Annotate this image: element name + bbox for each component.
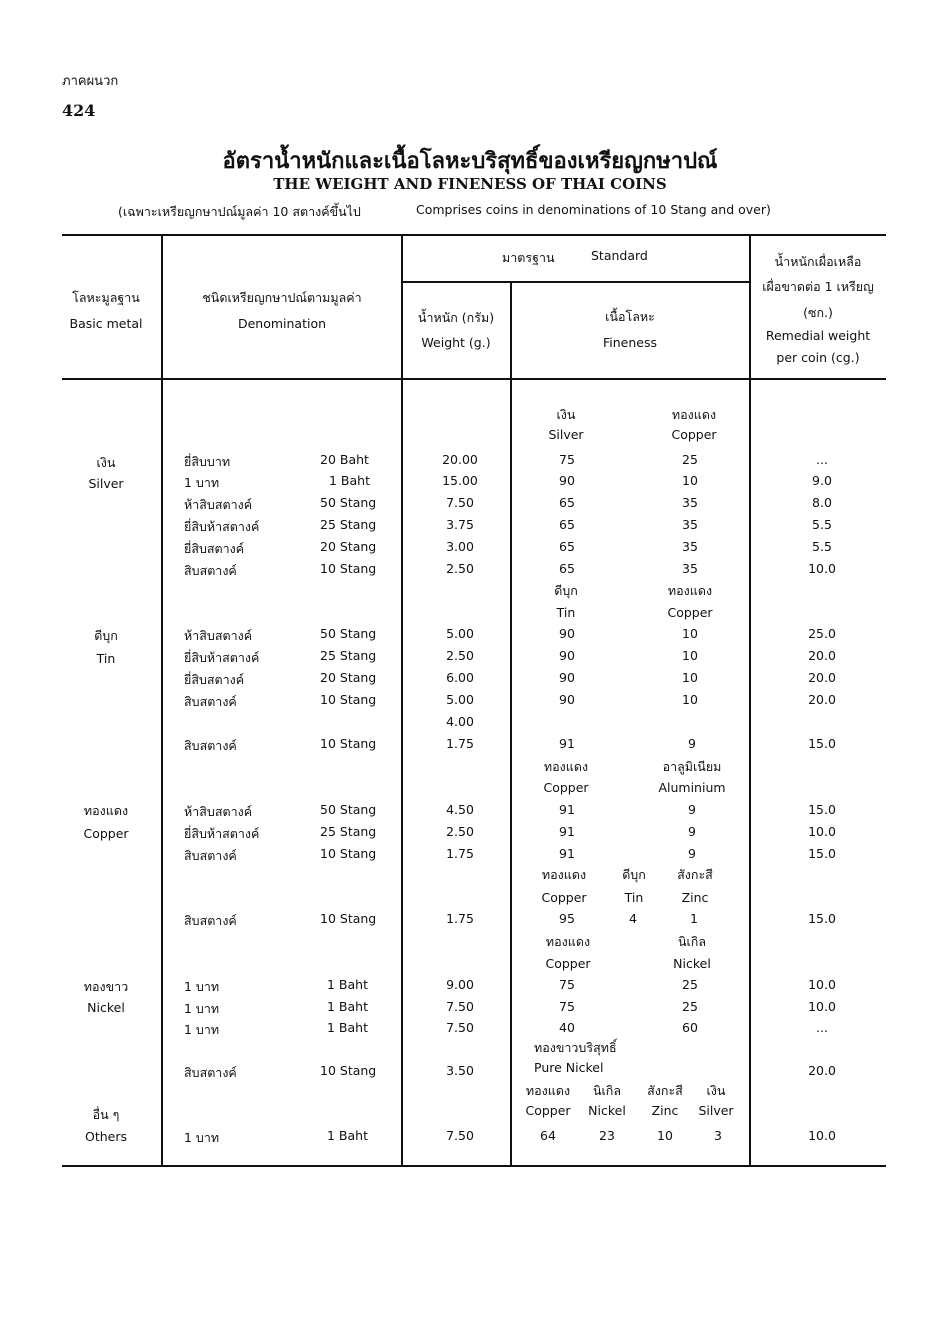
coin-denomination: 20 Baht	[320, 452, 369, 467]
fineness-value: 25	[682, 977, 698, 992]
remedial-weight: 15.0	[808, 911, 836, 926]
remedial-weight: 15.0	[808, 846, 836, 861]
coin-weight: 20.00	[442, 452, 478, 467]
coin-denomination: 10 Stang	[320, 692, 377, 707]
coin-weight: 3.75	[446, 517, 474, 532]
fineness-value: 10	[657, 1128, 673, 1143]
coin-weight: 1.75	[446, 736, 474, 751]
coin-weight: 3.50	[446, 1063, 474, 1078]
fineness-value: 90	[559, 626, 575, 641]
coin-name-thai: 1 บาท	[184, 475, 220, 490]
coin-weight: 9.00	[446, 977, 474, 992]
coin-name-thai: สิบสตางค์	[184, 563, 237, 578]
fineness-header-4-a-en: Copper	[541, 890, 587, 905]
standard-rule	[402, 281, 749, 283]
fineness-header-7-b-thai: นิเกิล	[592, 1083, 622, 1098]
group-nickel-thai: ทองขาว	[83, 979, 129, 994]
coin-denomination: 1 Baht	[327, 1020, 368, 1035]
fineness-value: 35	[682, 517, 698, 532]
fineness-header-2-b-thai: ทองแดง	[667, 583, 713, 598]
fineness-header-3-a-en: Copper	[543, 780, 589, 795]
header-fineness-thai: เนื้อโลหะ	[605, 309, 655, 324]
remedial-weight: 8.0	[812, 495, 832, 510]
note-english: Comprises coins in denominations of 10 Stang and over)	[416, 202, 771, 217]
coin-name-thai: ห้าสิบสตางค์	[184, 497, 253, 512]
fineness-value: 64	[540, 1128, 556, 1143]
coin-name-thai: ยี่สิบห้าสตางค์	[184, 650, 260, 665]
coin-weight: 3.00	[446, 539, 474, 554]
page-number: 424	[62, 101, 96, 120]
remedial-weight: 9.0	[812, 473, 832, 488]
coin-weight: 4.50	[446, 802, 474, 817]
coin-name-thai: สิบสตางค์	[184, 694, 237, 709]
coin-weight: 7.50	[446, 495, 474, 510]
coin-name-thai: ห้าสิบสตางค์	[184, 804, 253, 819]
coin-denomination: 10 Stang	[320, 1063, 377, 1078]
coin-name-thai: ยี่สิบห้าสตางค์	[184, 519, 260, 534]
header-remedial-en-1: Remedial weight	[765, 328, 871, 343]
fineness-header-1-b-thai: ทองแดง	[671, 407, 717, 422]
remedial-weight: 15.0	[808, 802, 836, 817]
col-divider-2	[401, 236, 403, 1165]
fineness-value: 65	[559, 561, 575, 576]
fineness-header-2-a-en: Tin	[556, 605, 576, 620]
coin-denomination: 50 Stang	[320, 495, 377, 510]
coin-name-thai: ห้าสิบสตางค์	[184, 628, 253, 643]
fineness-value: 10	[682, 626, 698, 641]
section-label: ภาคผนวก	[62, 74, 119, 89]
group-tin-en: Tin	[96, 651, 116, 666]
group-nickel-en: Nickel	[87, 1000, 125, 1015]
coin-denomination: 10 Stang	[320, 846, 377, 861]
fineness-value: 91	[559, 736, 575, 751]
fineness-header-7-c-en: Zinc	[651, 1103, 679, 1118]
fineness-value: 91	[559, 802, 575, 817]
coin-name-thai: สิบสตางค์	[184, 848, 237, 863]
fineness-value: 75	[559, 977, 575, 992]
col-divider-4	[749, 236, 751, 1165]
fineness-value: 90	[559, 473, 575, 488]
coin-weight: 1.75	[446, 846, 474, 861]
fineness-value: 9	[688, 846, 696, 861]
fineness-header-5-b-en: Nickel	[673, 956, 711, 971]
header-metal-thai: โลหะมูลฐาน	[72, 290, 140, 305]
fineness-header-3-b-thai: อาลูมิเนียม	[662, 759, 722, 774]
coin-name-thai: 1 บาท	[184, 1130, 220, 1145]
fineness-value: 10	[682, 692, 698, 707]
fineness-value: 90	[559, 692, 575, 707]
header-denom-thai: ชนิดเหรียญกษาปณ์ตามมูลค่า	[202, 290, 362, 305]
group-others-en: Others	[84, 1129, 128, 1144]
fineness-header-5-a-thai: ทองแดง	[545, 934, 591, 949]
fineness-value: 25	[682, 999, 698, 1014]
fineness-value: 35	[682, 539, 698, 554]
fineness-header-3-a-thai: ทองแดง	[543, 759, 589, 774]
group-others-thai: อื่น ๆ	[92, 1107, 120, 1122]
fineness-value: 4	[629, 911, 637, 926]
header-bottom-rule	[62, 378, 886, 380]
coin-denomination: 50 Stang	[320, 626, 377, 641]
fineness-header-7-d-thai: เงิน	[706, 1083, 726, 1098]
fineness-header-1-b-en: Copper	[671, 427, 717, 442]
coin-weight: 4.00	[446, 714, 474, 729]
fineness-header-4-c-thai: สังกะสี	[677, 867, 713, 882]
fineness-value: 91	[559, 824, 575, 839]
coin-denomination: 20 Stang	[320, 539, 377, 554]
fineness-header-4-a-thai: ทองแดง	[541, 867, 587, 882]
header-standard-thai: มาตรฐาน	[502, 250, 555, 265]
fineness-value: 90	[559, 670, 575, 685]
coin-denomination: 10 Stang	[320, 736, 377, 751]
remedial-weight: 10.0	[808, 999, 836, 1014]
coin-weight: 1.75	[446, 911, 474, 926]
fineness-header-6-a-en: Pure Nickel	[534, 1060, 604, 1075]
fineness-value: 35	[682, 561, 698, 576]
coin-weight: 5.00	[446, 626, 474, 641]
coin-denomination: 1 Baht	[329, 473, 370, 488]
fineness-value: 10	[682, 473, 698, 488]
col-divider-3	[510, 282, 512, 1165]
remedial-weight: ...	[816, 452, 828, 467]
coin-weight: 2.50	[446, 824, 474, 839]
fineness-header-6-a-thai: ทองขาวบริสุทธิ์	[534, 1040, 617, 1055]
group-copper-en: Copper	[83, 826, 129, 841]
fineness-header-1-a-thai: เงิน	[556, 407, 576, 422]
coin-denomination: 25 Stang	[320, 824, 377, 839]
remedial-weight: 20.0	[808, 648, 836, 663]
coin-name-thai: 1 บาท	[184, 1022, 220, 1037]
coin-weight: 7.50	[446, 1128, 474, 1143]
remedial-weight: 20.0	[808, 670, 836, 685]
coin-name-thai: สิบสตางค์	[184, 1065, 237, 1080]
remedial-weight: 10.0	[808, 1128, 836, 1143]
header-remedial-en-2: per coin (cg.)	[776, 350, 860, 365]
header-remedial-thai-1: น้ำหนักเผื่อเหลือ	[774, 254, 862, 269]
coin-weight: 2.50	[446, 648, 474, 663]
fineness-value: 75	[559, 999, 575, 1014]
fineness-header-5-a-en: Copper	[545, 956, 591, 971]
fineness-header-7-a-thai: ทองแดง	[525, 1083, 571, 1098]
fineness-header-7-c-thai: สังกะสี	[647, 1083, 683, 1098]
fineness-header-4-b-thai: ดีบุก	[622, 867, 646, 882]
coin-name-thai: 1 บาท	[184, 1001, 220, 1016]
header-remedial-thai-2: เผื่อขาดต่อ 1 เหรียญ	[762, 279, 874, 294]
coin-name-thai: ยี่สิบบาท	[184, 454, 231, 469]
coin-weight: 7.50	[446, 999, 474, 1014]
remedial-weight: 20.0	[808, 1063, 836, 1078]
fineness-value: 25	[682, 452, 698, 467]
fineness-value: 9	[688, 736, 696, 751]
fineness-value: 9	[688, 824, 696, 839]
fineness-header-1-a-en: Silver	[548, 427, 584, 442]
fineness-value: 23	[599, 1128, 615, 1143]
group-silver-en: Silver	[88, 476, 124, 491]
header-weight-en: Weight (g.)	[421, 335, 491, 350]
group-silver-thai: เงิน	[96, 455, 116, 470]
header-remedial-thai-3: (ซก.)	[803, 305, 833, 320]
fineness-header-2-b-en: Copper	[667, 605, 713, 620]
title-thai: อัตราน้ำหนักและเนื้อโลหะบริสุทธิ์ของเหรียญกษาปณ์	[222, 148, 718, 174]
fineness-value: 10	[682, 648, 698, 663]
col-divider-1	[161, 236, 163, 1165]
fineness-value: 9	[688, 802, 696, 817]
remedial-weight: 5.5	[812, 517, 832, 532]
remedial-weight: ...	[816, 1020, 828, 1035]
coin-denomination: 1 Baht	[327, 977, 368, 992]
remedial-weight: 20.0	[808, 692, 836, 707]
fineness-value: 40	[559, 1020, 575, 1035]
fineness-value: 65	[559, 539, 575, 554]
title-english: THE WEIGHT AND FINENESS OF THAI COINS	[273, 175, 667, 193]
coin-name-thai: สิบสตางค์	[184, 738, 237, 753]
fineness-value: 1	[690, 911, 698, 926]
fineness-header-7-b-en: Nickel	[588, 1103, 626, 1118]
coin-weight: 2.50	[446, 561, 474, 576]
fineness-header-2-a-thai: ดีบุก	[554, 583, 578, 598]
table-top-rule	[62, 234, 886, 236]
fineness-value: 60	[682, 1020, 698, 1035]
table-bottom-rule	[62, 1165, 886, 1167]
coin-denomination: 10 Stang	[320, 911, 377, 926]
header-denom-en: Denomination	[237, 316, 327, 331]
fineness-value: 65	[559, 495, 575, 510]
fineness-value: 3	[714, 1128, 722, 1143]
coin-weight: 6.00	[446, 670, 474, 685]
remedial-weight: 10.0	[808, 824, 836, 839]
remedial-weight: 25.0	[808, 626, 836, 641]
remedial-weight: 5.5	[812, 539, 832, 554]
fineness-header-4-b-en: Tin	[624, 890, 644, 905]
coin-weight: 5.00	[446, 692, 474, 707]
fineness-value: 75	[559, 452, 575, 467]
fineness-value: 65	[559, 517, 575, 532]
group-tin-thai: ดีบุก	[94, 628, 118, 643]
fineness-header-7-d-en: Silver	[698, 1103, 734, 1118]
group-copper-thai: ทองแดง	[83, 803, 129, 818]
coin-denomination: 25 Stang	[320, 648, 377, 663]
remedial-weight: 15.0	[808, 736, 836, 751]
coin-name-thai: 1 บาท	[184, 979, 220, 994]
coin-denomination: 50 Stang	[320, 802, 377, 817]
fineness-value: 95	[559, 911, 575, 926]
coin-denomination: 25 Stang	[320, 517, 377, 532]
fineness-header-4-c-en: Zinc	[681, 890, 709, 905]
fineness-header-3-b-en: Aluminium	[658, 780, 726, 795]
fineness-value: 10	[682, 670, 698, 685]
coin-name-thai: สิบสตางค์	[184, 913, 237, 928]
coin-denomination: 1 Baht	[327, 1128, 368, 1143]
header-metal-en: Basic metal	[69, 316, 143, 331]
header-fineness-en: Fineness	[602, 335, 658, 350]
fineness-value: 91	[559, 846, 575, 861]
coin-weight: 7.50	[446, 1020, 474, 1035]
header-weight-thai: น้ำหนัก (กรัม)	[417, 310, 495, 325]
header-standard-en: Standard	[591, 248, 648, 263]
coin-name-thai: ยี่สิบสตางค์	[184, 672, 245, 687]
fineness-header-7-a-en: Copper	[525, 1103, 571, 1118]
note-thai: (เฉพาะเหรียญกษาปณ์มูลค่า 10 สตางค์ขึ้นไป	[118, 204, 361, 219]
coin-denomination: 10 Stang	[320, 561, 377, 576]
coin-weight: 15.00	[442, 473, 478, 488]
coin-name-thai: ยี่สิบสตางค์	[184, 541, 245, 556]
remedial-weight: 10.0	[808, 561, 836, 576]
coin-name-thai: ยี่สิบห้าสตางค์	[184, 826, 260, 841]
coin-denomination: 20 Stang	[320, 670, 377, 685]
coin-denomination: 1 Baht	[327, 999, 368, 1014]
fineness-value: 35	[682, 495, 698, 510]
fineness-header-5-b-thai: นิเกิล	[677, 934, 707, 949]
fineness-value: 90	[559, 648, 575, 663]
remedial-weight: 10.0	[808, 977, 836, 992]
